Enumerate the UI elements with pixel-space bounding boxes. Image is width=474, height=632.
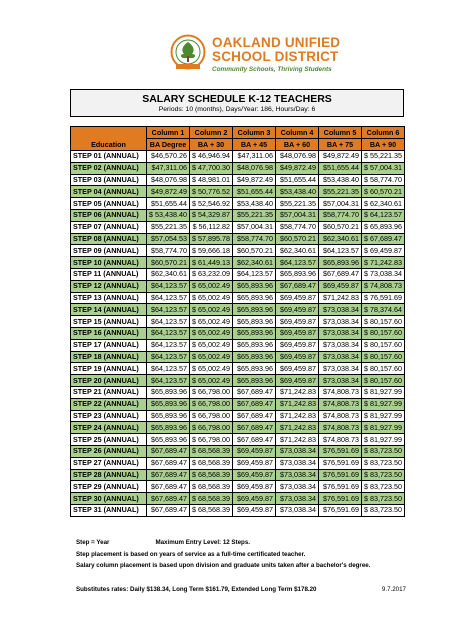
- salary-cell: $62,340.61: [233, 257, 276, 269]
- salary-cell: $ 58,774.70: [362, 174, 405, 186]
- salary-cell: $ 65,002.49: [190, 339, 233, 351]
- schedule-date: 9.7.2017: [381, 586, 406, 593]
- salary-cell: $53,438.40: [319, 174, 362, 186]
- salary-cell: $ 59,666.18: [190, 245, 233, 257]
- salary-cell: $ 83,723.50: [362, 457, 405, 469]
- salary-cell: $ 68,568.39: [190, 481, 233, 493]
- salary-cell: $ 65,002.49: [190, 351, 233, 363]
- salary-cell: $74,808.73: [319, 386, 362, 398]
- salary-cell: $67,689.47: [147, 493, 190, 505]
- salary-cell: $ 46,946.94: [190, 151, 233, 163]
- salary-cell: $60,570.21: [276, 233, 319, 245]
- column-name-row: [71, 127, 405, 139]
- salary-cell: $ 50,776.52: [190, 186, 233, 198]
- salary-cell: $65,893.96: [233, 292, 276, 304]
- salary-cell: $55,221.35: [276, 198, 319, 210]
- salary-cell: $69,459.87: [233, 469, 276, 481]
- table-row: [71, 268, 405, 280]
- table-row: [71, 351, 405, 363]
- step-label: STEP 11 (ANNUAL): [71, 268, 147, 280]
- salary-cell: $73,038.34: [276, 457, 319, 469]
- salary-cell: $65,893.96: [147, 434, 190, 446]
- table-row: [71, 245, 405, 257]
- salary-cell: $ 83,723.50: [362, 445, 405, 457]
- table-row: [71, 457, 405, 469]
- salary-cell: $65,893.96: [233, 363, 276, 375]
- salary-cell: $76,591.69: [319, 493, 362, 505]
- step-label: STEP 01 (ANNUAL): [71, 151, 147, 163]
- column-header: Column 5: [319, 127, 362, 139]
- table-row: [71, 186, 405, 198]
- salary-cell: $ 80,157.60: [362, 316, 405, 328]
- salary-cell: $ 66,798.00: [190, 410, 233, 422]
- salary-cell: $73,038.34: [319, 304, 362, 316]
- salary-cell: $73,038.34: [319, 316, 362, 328]
- salary-cell: $69,459.87: [276, 327, 319, 339]
- salary-cell: $ 83,723.50: [362, 493, 405, 505]
- footer: [76, 586, 406, 593]
- salary-cell: $49,872.49: [233, 174, 276, 186]
- salary-cell: $55,221.35: [319, 186, 362, 198]
- salary-cell: $67,689.47: [233, 398, 276, 410]
- salary-cell: $51,655.44: [276, 174, 319, 186]
- salary-cell: $64,123.57: [233, 268, 276, 280]
- salary-cell: $ 71,242.83: [362, 257, 405, 269]
- salary-cell: $ 67,689.47: [362, 233, 405, 245]
- salary-cell: $ 63,232.09: [190, 268, 233, 280]
- salary-cell: $58,774.70: [276, 221, 319, 233]
- step-label: STEP 23 (ANNUAL): [71, 410, 147, 422]
- table-row: [71, 493, 405, 505]
- salary-cell: $53,438.40: [276, 186, 319, 198]
- salary-cell: $74,808.73: [319, 434, 362, 446]
- table-row: [71, 481, 405, 493]
- salary-cell: $ 81,927.99: [362, 434, 405, 446]
- salary-cell: $67,689.47: [147, 457, 190, 469]
- table-row: [71, 434, 405, 446]
- salary-cell: $60,570.21: [233, 245, 276, 257]
- table-row: [71, 386, 405, 398]
- table-row: [71, 162, 405, 174]
- salary-cell: $65,893.96: [147, 422, 190, 434]
- salary-cell: $64,123.57: [147, 316, 190, 328]
- degree-header: BA Degree: [147, 139, 190, 151]
- salary-cell: $67,689.47: [147, 445, 190, 457]
- salary-cell: $46,570.26: [147, 151, 190, 163]
- salary-cell: $ 69,459.87: [362, 245, 405, 257]
- salary-cell: $ 57,895.78: [190, 233, 233, 245]
- salary-cell: $65,893.96: [233, 327, 276, 339]
- salary-cell: $64,123.57: [147, 339, 190, 351]
- salary-cell: $69,459.87: [276, 316, 319, 328]
- step-label: STEP 26 (ANNUAL): [71, 445, 147, 457]
- degree-header: BA + 30: [190, 139, 233, 151]
- salary-cell: $69,459.87: [276, 375, 319, 387]
- salary-cell: $48,076.98: [233, 162, 276, 174]
- salary-cell: $ 48,981.01: [190, 174, 233, 186]
- salary-cell: $64,123.57: [147, 375, 190, 387]
- salary-cell: $69,459.87: [233, 481, 276, 493]
- step-label: STEP 12 (ANNUAL): [71, 280, 147, 292]
- salary-cell: $ 62,340.61: [362, 198, 405, 210]
- salary-cell: $65,893.96: [319, 257, 362, 269]
- salary-cell: $ 80,157.60: [362, 375, 405, 387]
- step-label: STEP 18 (ANNUAL): [71, 351, 147, 363]
- salary-cell: $ 68,568.39: [190, 493, 233, 505]
- salary-cell: $ 55,221.35: [362, 151, 405, 163]
- salary-cell: $57,004.31: [276, 209, 319, 221]
- step-label: STEP 05 (ANNUAL): [71, 198, 147, 210]
- salary-cell: $49,872.49: [319, 151, 362, 163]
- step-label: STEP 14 (ANNUAL): [71, 304, 147, 316]
- org-name-line2: SCHOOL DISTRICT: [212, 49, 339, 64]
- table-row: [71, 292, 405, 304]
- salary-cell: $ 68,568.39: [190, 469, 233, 481]
- salary-cell: $51,655.44: [233, 186, 276, 198]
- salary-cell: $ 53,438.40: [147, 209, 190, 221]
- salary-cell: $65,893.96: [276, 268, 319, 280]
- salary-cell: $47,311.06: [233, 151, 276, 163]
- table-row: [71, 209, 405, 221]
- schedule-subtitle: Periods: 10 (months), Days/Year: 186, Hours/Day: 6: [158, 106, 316, 113]
- salary-cell: $51,655.44: [319, 162, 362, 174]
- salary-cell: $67,689.47: [233, 410, 276, 422]
- step-label: STEP 10 (ANNUAL): [71, 257, 147, 269]
- salary-cell: $ 80,157.60: [362, 351, 405, 363]
- table-row: [71, 257, 405, 269]
- salary-cell: $62,340.61: [319, 233, 362, 245]
- column-header: Column 3: [233, 127, 276, 139]
- salary-cell: $69,459.87: [319, 280, 362, 292]
- step-label: STEP 20 (ANNUAL): [71, 375, 147, 387]
- schedule-title: SALARY SCHEDULE K-12 TEACHERS: [142, 93, 332, 105]
- salary-cell: $ 57,004.31: [362, 162, 405, 174]
- salary-cell: $73,038.34: [276, 504, 319, 516]
- table-row: [71, 304, 405, 316]
- step-label: STEP 16 (ANNUAL): [71, 327, 147, 339]
- salary-cell: $67,689.47: [147, 481, 190, 493]
- salary-cell: $65,893.96: [233, 280, 276, 292]
- step-label: STEP 02 (ANNUAL): [71, 162, 147, 174]
- salary-cell: $ 68,568.39: [190, 445, 233, 457]
- salary-cell: $ 65,002.49: [190, 327, 233, 339]
- step-label: STEP 27 (ANNUAL): [71, 457, 147, 469]
- salary-cell: $74,808.73: [319, 398, 362, 410]
- step-label: STEP 04 (ANNUAL): [71, 186, 147, 198]
- table-row: [71, 398, 405, 410]
- column-header: Column 6: [362, 127, 405, 139]
- table-row: [71, 327, 405, 339]
- table-row: [71, 375, 405, 387]
- salary-cell: $55,221.35: [233, 209, 276, 221]
- salary-cell: $ 76,591.69: [362, 292, 405, 304]
- salary-cell: $64,123.57: [147, 280, 190, 292]
- salary-cell: $58,774.70: [319, 209, 362, 221]
- salary-cell: $ 65,002.49: [190, 292, 233, 304]
- salary-cell: $73,038.34: [319, 351, 362, 363]
- step-label: STEP 08 (ANNUAL): [71, 233, 147, 245]
- salary-cell: $64,123.57: [147, 292, 190, 304]
- salary-cell: $65,893.96: [233, 304, 276, 316]
- salary-cell: $76,591.69: [319, 504, 362, 516]
- step-label: STEP 29 (ANNUAL): [71, 481, 147, 493]
- salary-cell: $ 66,798.00: [190, 398, 233, 410]
- table-row: [71, 198, 405, 210]
- salary-cell: $58,774.70: [147, 245, 190, 257]
- salary-cell: $71,242.83: [276, 398, 319, 410]
- district-name: [212, 36, 340, 73]
- salary-cell: $55,221.35: [147, 221, 190, 233]
- salary-cell: $ 54,329.87: [190, 209, 233, 221]
- salary-cell: $ 80,157.60: [362, 363, 405, 375]
- substitute-rates: Substitutes rates: Daily $138.34, Long Term $161.79, Extended Long Term $178.20: [76, 586, 317, 593]
- column-header: Column 1: [147, 127, 190, 139]
- salary-cell: $64,123.57: [147, 351, 190, 363]
- table-row: [71, 422, 405, 434]
- salary-cell: $69,459.87: [276, 292, 319, 304]
- salary-cell: $ 66,798.00: [190, 386, 233, 398]
- district-seal-logo: [170, 34, 206, 72]
- salary-cell: $69,459.87: [233, 445, 276, 457]
- salary-cell: $51,655.44: [147, 198, 190, 210]
- salary-cell: $73,038.34: [319, 339, 362, 351]
- salary-cell: $73,038.34: [276, 469, 319, 481]
- salary-cell: $62,340.61: [276, 245, 319, 257]
- salary-cell: $ 61,449.13: [190, 257, 233, 269]
- table-row: [71, 410, 405, 422]
- salary-cell: $65,893.96: [233, 339, 276, 351]
- org-tagline: Community Schools, Thriving Students: [212, 66, 332, 73]
- degree-header: BA + 75: [319, 139, 362, 151]
- salary-cell: $65,893.96: [147, 386, 190, 398]
- salary-cell: $65,893.96: [147, 398, 190, 410]
- step-label: STEP 24 (ANNUAL): [71, 422, 147, 434]
- salary-cell: $ 68,568.39: [190, 457, 233, 469]
- table-row: [71, 504, 405, 516]
- salary-cell: $69,459.87: [276, 363, 319, 375]
- salary-cell: $67,689.47: [233, 422, 276, 434]
- step-label: STEP 03 (ANNUAL): [71, 174, 147, 186]
- step-label: STEP 09 (ANNUAL): [71, 245, 147, 257]
- salary-cell: $48,076.98: [147, 174, 190, 186]
- salary-cell: $69,459.87: [233, 457, 276, 469]
- step-placement-note: Step placement is based on years of service as a full-time certificated teacher.: [76, 550, 306, 558]
- salary-cell: $67,689.47: [319, 268, 362, 280]
- salary-cell: $57,004.31: [233, 221, 276, 233]
- salary-cell: $ 65,002.49: [190, 304, 233, 316]
- salary-cell: $64,123.57: [147, 304, 190, 316]
- salary-cell: $65,893.96: [233, 316, 276, 328]
- salary-cell: $71,242.83: [319, 292, 362, 304]
- step-label: STEP 15 (ANNUAL): [71, 316, 147, 328]
- table-row: [71, 469, 405, 481]
- salary-cell: $64,123.57: [147, 327, 190, 339]
- salary-cell: $69,459.87: [233, 493, 276, 505]
- salary-cell: $ 83,723.50: [362, 504, 405, 516]
- salary-cell: $60,570.21: [319, 221, 362, 233]
- notes-section: [76, 537, 406, 572]
- org-name-line1: OAKLAND UNIFIED: [212, 35, 341, 50]
- column-placement-note: Salary column placement is based upon division and graduate units taken after a bachelor's degree.: [76, 562, 371, 569]
- salary-cell: $64,123.57: [276, 257, 319, 269]
- salary-cell: $73,038.34: [319, 363, 362, 375]
- salary-table-body: [71, 151, 405, 517]
- salary-cell: $73,038.34: [276, 445, 319, 457]
- salary-cell: $ 81,927.99: [362, 398, 405, 410]
- salary-cell: $ 80,157.60: [362, 339, 405, 351]
- salary-cell: $67,689.47: [147, 469, 190, 481]
- salary-cell: $ 73,038.34: [362, 268, 405, 280]
- salary-cell: $ 83,723.50: [362, 481, 405, 493]
- salary-cell: $ 66,798.00: [190, 434, 233, 446]
- step-label: STEP 25 (ANNUAL): [71, 434, 147, 446]
- salary-cell: $48,076.98: [276, 151, 319, 163]
- salary-cell: $62,340.61: [147, 268, 190, 280]
- salary-cell: $64,123.57: [319, 245, 362, 257]
- degree-header: BA + 60: [276, 139, 319, 151]
- salary-cell: $65,893.96: [147, 410, 190, 422]
- table-row: [71, 221, 405, 233]
- salary-cell: $57,004.31: [319, 198, 362, 210]
- salary-cell: $69,459.87: [233, 504, 276, 516]
- salary-cell: $73,038.34: [276, 481, 319, 493]
- salary-cell: $49,872.49: [147, 186, 190, 198]
- salary-cell: $ 65,002.49: [190, 316, 233, 328]
- salary-cell: $60,570.21: [147, 257, 190, 269]
- table-row: [71, 280, 405, 292]
- table-row: [71, 316, 405, 328]
- column-header: Column 4: [276, 127, 319, 139]
- schedule-title-box: [70, 89, 404, 117]
- salary-cell: $64,123.57: [147, 363, 190, 375]
- step-label: STEP 22 (ANNUAL): [71, 398, 147, 410]
- salary-cell: $ 74,808.73: [362, 280, 405, 292]
- salary-cell: $ 78,374.64: [362, 304, 405, 316]
- salary-cell: $ 80,157.60: [362, 327, 405, 339]
- salary-cell: $76,591.69: [319, 445, 362, 457]
- step-label: STEP 30 (ANNUAL): [71, 493, 147, 505]
- salary-cell: $ 66,798.00: [190, 422, 233, 434]
- degree-header: BA + 45: [233, 139, 276, 151]
- salary-cell: $ 52,546.92: [190, 198, 233, 210]
- salary-cell: $ 65,002.49: [190, 363, 233, 375]
- step-label: STEP 13 (ANNUAL): [71, 292, 147, 304]
- step-definition-line: [76, 537, 406, 549]
- salary-cell: $74,808.73: [319, 410, 362, 422]
- salary-cell: $73,038.34: [319, 327, 362, 339]
- table-row: [71, 363, 405, 375]
- salary-cell: $65,893.96: [233, 375, 276, 387]
- step-label: STEP 17 (ANNUAL): [71, 339, 147, 351]
- salary-cell: $71,242.83: [276, 386, 319, 398]
- salary-cell: $ 81,927.99: [362, 410, 405, 422]
- salary-cell: $69,459.87: [276, 351, 319, 363]
- salary-cell: $53,438.40: [233, 198, 276, 210]
- salary-cell: $ 68,568.39: [190, 504, 233, 516]
- salary-table: [70, 126, 405, 517]
- max-entry-level: Maximum Entry Level: 12 Steps.: [155, 539, 251, 546]
- salary-cell: $ 65,002.49: [190, 280, 233, 292]
- salary-cell: $69,459.87: [276, 304, 319, 316]
- step-label: STEP 07 (ANNUAL): [71, 221, 147, 233]
- degree-header: BA + 90: [362, 139, 405, 151]
- salary-cell: $73,038.34: [319, 375, 362, 387]
- salary-cell: $ 81,927.99: [362, 422, 405, 434]
- salary-cell: $ 47,700.30: [190, 162, 233, 174]
- step-label: STEP 31 (ANNUAL): [71, 504, 147, 516]
- step-label: STEP 19 (ANNUAL): [71, 363, 147, 375]
- salary-cell: $76,591.69: [319, 481, 362, 493]
- salary-cell: $67,689.47: [276, 280, 319, 292]
- salary-cell: $76,591.69: [319, 469, 362, 481]
- salary-cell: $57,054.53: [147, 233, 190, 245]
- salary-cell: $ 81,927.99: [362, 386, 405, 398]
- salary-cell: $ 83,723.50: [362, 469, 405, 481]
- salary-cell: $58,774.70: [233, 233, 276, 245]
- table-row: [71, 174, 405, 186]
- salary-cell: $ 56,112.82: [190, 221, 233, 233]
- salary-cell: $71,242.83: [276, 410, 319, 422]
- salary-cell: $49,872.49: [276, 162, 319, 174]
- salary-cell: $71,242.83: [276, 434, 319, 446]
- salary-cell: $71,242.83: [276, 422, 319, 434]
- salary-cell: $65,893.96: [233, 351, 276, 363]
- step-definition: Step = Year: [76, 539, 110, 546]
- salary-cell: $73,038.34: [276, 493, 319, 505]
- salary-cell: $ 64,123.57: [362, 209, 405, 221]
- salary-cell: $47,311.06: [147, 162, 190, 174]
- table-row: [71, 233, 405, 245]
- salary-cell: $74,808.73: [319, 422, 362, 434]
- table-row: [71, 339, 405, 351]
- table-row: [71, 151, 405, 163]
- table-row: [71, 445, 405, 457]
- step-label: STEP 06 (ANNUAL): [71, 209, 147, 221]
- step-label: STEP 28 (ANNUAL): [71, 469, 147, 481]
- salary-cell: $69,459.87: [276, 339, 319, 351]
- education-header: Education: [71, 127, 147, 151]
- salary-cell: $ 60,570.21: [362, 186, 405, 198]
- column-header: Column 2: [190, 127, 233, 139]
- salary-cell: $ 65,002.49: [190, 375, 233, 387]
- salary-cell: $67,689.47: [233, 386, 276, 398]
- salary-cell: $76,591.69: [319, 457, 362, 469]
- step-label: STEP 21 (ANNUAL): [71, 386, 147, 398]
- salary-cell: $67,689.47: [147, 504, 190, 516]
- salary-cell: $ 65,893.96: [362, 221, 405, 233]
- salary-cell: $67,689.47: [233, 434, 276, 446]
